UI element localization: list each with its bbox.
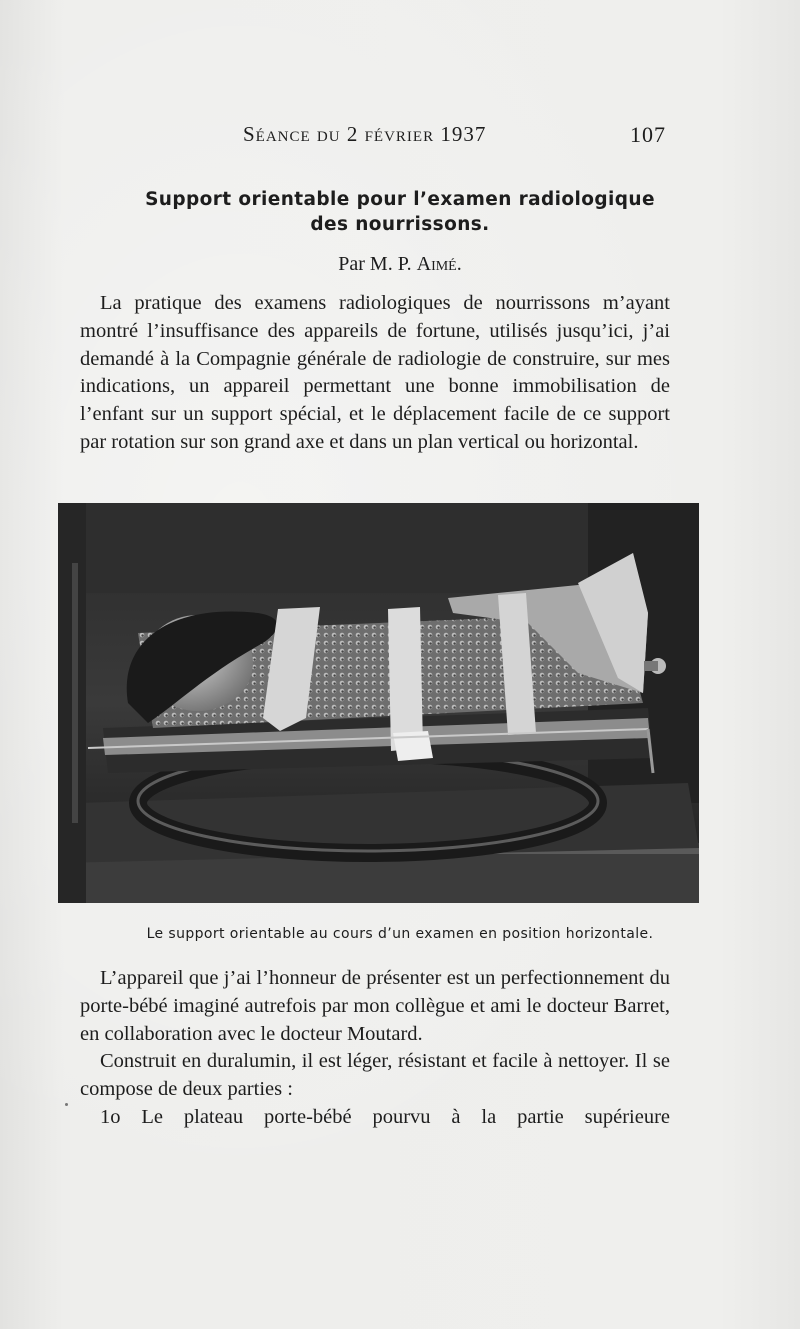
figure-caption: Le support orientable au cours d’un examen en position horizontale. bbox=[146, 926, 654, 942]
article-title-line-2: des nourrissons. bbox=[310, 214, 490, 235]
intro-paragraph-block bbox=[80, 290, 670, 457]
article-title-line-1: Support orientable pour l’examen radiologique bbox=[145, 189, 655, 210]
byline bbox=[0, 253, 800, 276]
baby-support-photo bbox=[58, 503, 699, 903]
body-paragraph-1: L’appareil que j’ai l’honneur de présenter est un perfectionnement du porte-bébé imaginé autrefois par mon collègue et ami le docteur Barret, en collaboration avec le docteur Moutard. bbox=[80, 967, 670, 1045]
page-number: 107 bbox=[630, 122, 666, 147]
body-text-continued bbox=[80, 965, 670, 1132]
body-paragraph-2: Construit en duralumin, il est léger, résistant et facile à nettoyer. Il se compose de deux parties : bbox=[80, 1050, 670, 1101]
running-head bbox=[0, 122, 800, 152]
print-speck bbox=[65, 1103, 68, 1106]
intro-paragraph: La pratique des examens radiologiques de nourrissons m’ayant montré l’insuffisance des appareils de fortune, utilisés jusqu’ici, j’ai demandé à la Compagnie générale de radiologie de construire, sur mes indications, un appareil permettant une bonne immobilisation de l’enfant sur un support spécial, et le déplacement facile de ce support par rotation sur son grand axe et dans un plan vertical ou horizontal. bbox=[80, 292, 670, 453]
running-head-title: Séance du 2 février 1937 bbox=[243, 122, 487, 146]
figure-photograph bbox=[58, 503, 699, 903]
byline-prefix: Par M. P. bbox=[338, 253, 412, 275]
article-title bbox=[80, 187, 720, 237]
byline-author: Aimé. bbox=[416, 253, 462, 275]
body-paragraph-3: 1o Le plateau porte-bébé pourvu à la partie supérieure bbox=[100, 1105, 670, 1128]
